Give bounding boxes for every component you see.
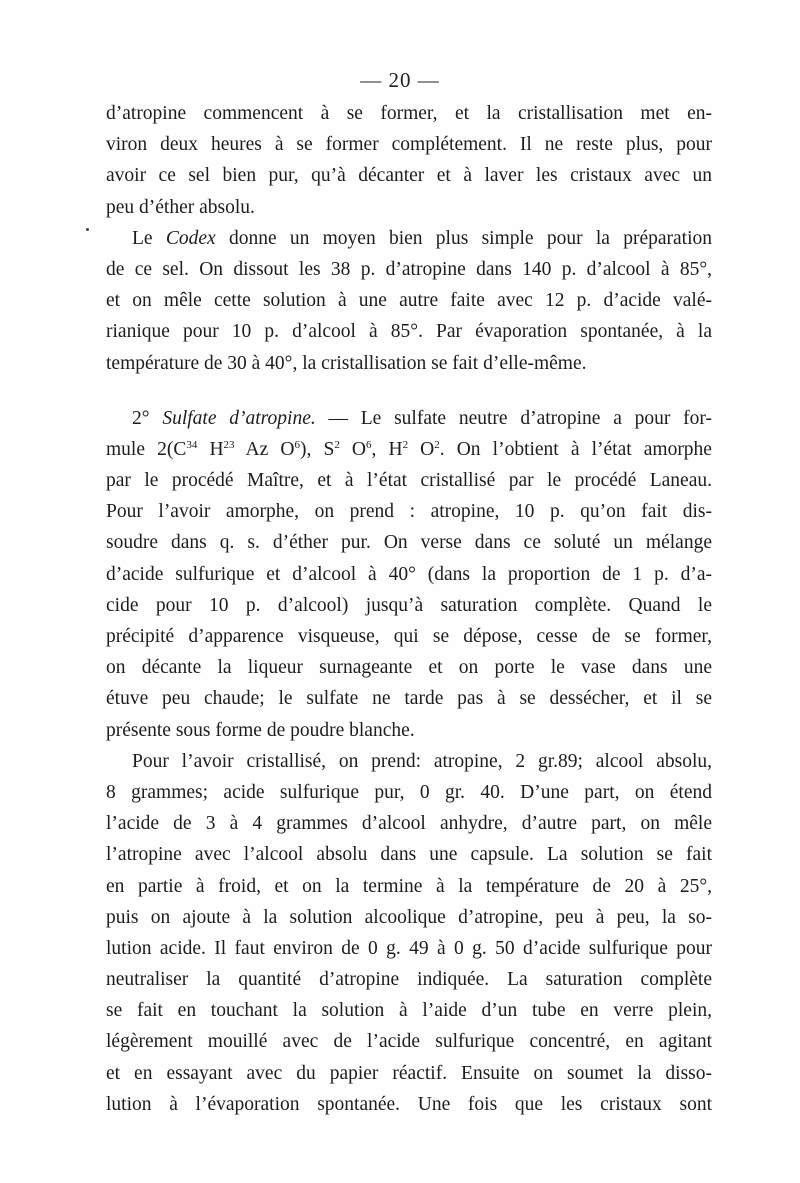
text-line: par le procédé Maître, et à l’état cristallisé par le procédé Laneau. [106,470,712,492]
text-run: mule 2(C [106,438,187,460]
text-line: puis on ajoute à la solution alcoolique d’atropine, peu à peu, la so- [106,906,712,928]
text-line: lution acide. Il faut environ de 0 g. 49 à 0 g. 50 d’acide sulfurique pour [106,937,712,959]
paragraph-gap [106,379,712,403]
paragraph-continuation [106,98,712,223]
text-line: lution à l’évaporation spontanée. Une fois que les cristaux sont [106,1093,712,1115]
body-text [106,98,712,1120]
text-line: cide pour 10 p. d’alcool) jusqu’à saturation complète. Quand le [106,594,712,616]
page-number: — 20 — [360,68,440,92]
superscript: 6 [294,438,300,451]
superscript: 2 [402,438,409,451]
text-line: et en essayant avec du papier réactif. Ensuite on soumet la disso- [106,1062,712,1084]
superscript: 6 [366,438,372,451]
section-number: 2° [132,407,163,429]
superscript: 34 [186,438,198,451]
text-line: Pour l’avoir cristallisé, on prend: atropine, 2 gr.89; alcool absolu, [132,750,712,772]
text-line: on décante la liqueur surnageante et on porte le vase dans une [106,657,712,679]
text-run: Le [132,227,166,249]
text-line: en partie à froid, et on la termine à la température de 20 à 25°, [106,875,712,897]
text-run: H [197,438,224,460]
text-line: neutraliser la quantité d’atropine indiquée. La saturation complète [106,969,712,991]
text-line: étuve peu chaude; le sulfate ne tarde pas à se dessécher, et il se [106,688,712,710]
text-run: O [408,438,435,460]
margin-mark [86,228,89,231]
text-line: température de 30 à 40°, la cristallisation se fait d’elle-même. [106,352,587,374]
codex-title: Codex [165,227,216,249]
text-line: peu d’éther absolu. [106,196,255,218]
text-line: de ce sel. On dissout les 38 p. d’atropine dans 140 p. d’alcool à 85°, [106,258,712,280]
text-line: l’acide de 3 à 4 grammes d’alcool anhydre, d’autre part, on mêle [106,813,712,835]
paragraph-sulfate [106,403,712,746]
text-run: — Le sulfate neutre d’atropine a pour for- [315,407,712,429]
text-run: Az O [234,438,295,460]
text-line: l’atropine avec l’alcool absolu dans une capsule. La solution se fait [106,844,712,866]
text-line: précipité d’apparence visqueuse, qui se dépose, cesse de se former, [106,626,712,647]
formula-line [106,434,712,465]
text-line: d’acide sulfurique et d’alcool à 40° (dans la proportion de 1 p. d’a- [106,563,712,585]
text-line: avoir ce sel bien pur, qu’à décanter et à laver les cristaux avec un [106,165,712,187]
text-line [106,403,712,434]
paragraph-codex [106,223,712,379]
text-run: . On l’obtient à l’état amorphe [439,438,712,460]
section-title: Sulfate d’atropine. [162,407,316,429]
text-run: , [371,438,377,460]
text-run: donne un moyen bien plus simple pour la préparation [215,227,712,249]
text-line: se fait en touchant la solution à l’aide d’un tube en verre plein, [106,1000,712,1022]
text-line: présente sous forme de poudre blanche. [106,719,415,741]
text-line: et on mêle cette solution à une autre faite avec 12 p. d’acide valé- [106,290,712,312]
text-line: viron deux heures à se former complétement. Il ne reste plus, pour [106,134,712,156]
text-line: soudre dans q. s. d’éther pur. On verse dans ce soluté un mélange [106,532,712,554]
paragraph-cristallise [106,746,712,1120]
text-run: ), S [299,438,335,460]
text-line: Pour l’avoir amorphe, on prend : atropine, 10 p. qu’on fait dis- [106,501,712,523]
text-line: 8 grammes; acide sulfurique pur, 0 gr. 40. D’une part, on étend [106,781,712,803]
superscript: 2 [434,438,440,451]
text-line: d’atropine commencent à se former, et la cristallisation met en- [106,103,712,124]
text-run: H [376,438,403,460]
text-line [106,223,712,254]
text-line: rianique pour 10 p. d’alcool à 85°. Par évaporation spontanée, à la [106,321,712,343]
text-line: légèrement mouillé avec de l’acide sulfurique concentré, en agitant [106,1031,712,1053]
superscript: 23 [223,438,235,451]
superscript: 2 [334,438,340,451]
text-run: O [339,438,366,460]
